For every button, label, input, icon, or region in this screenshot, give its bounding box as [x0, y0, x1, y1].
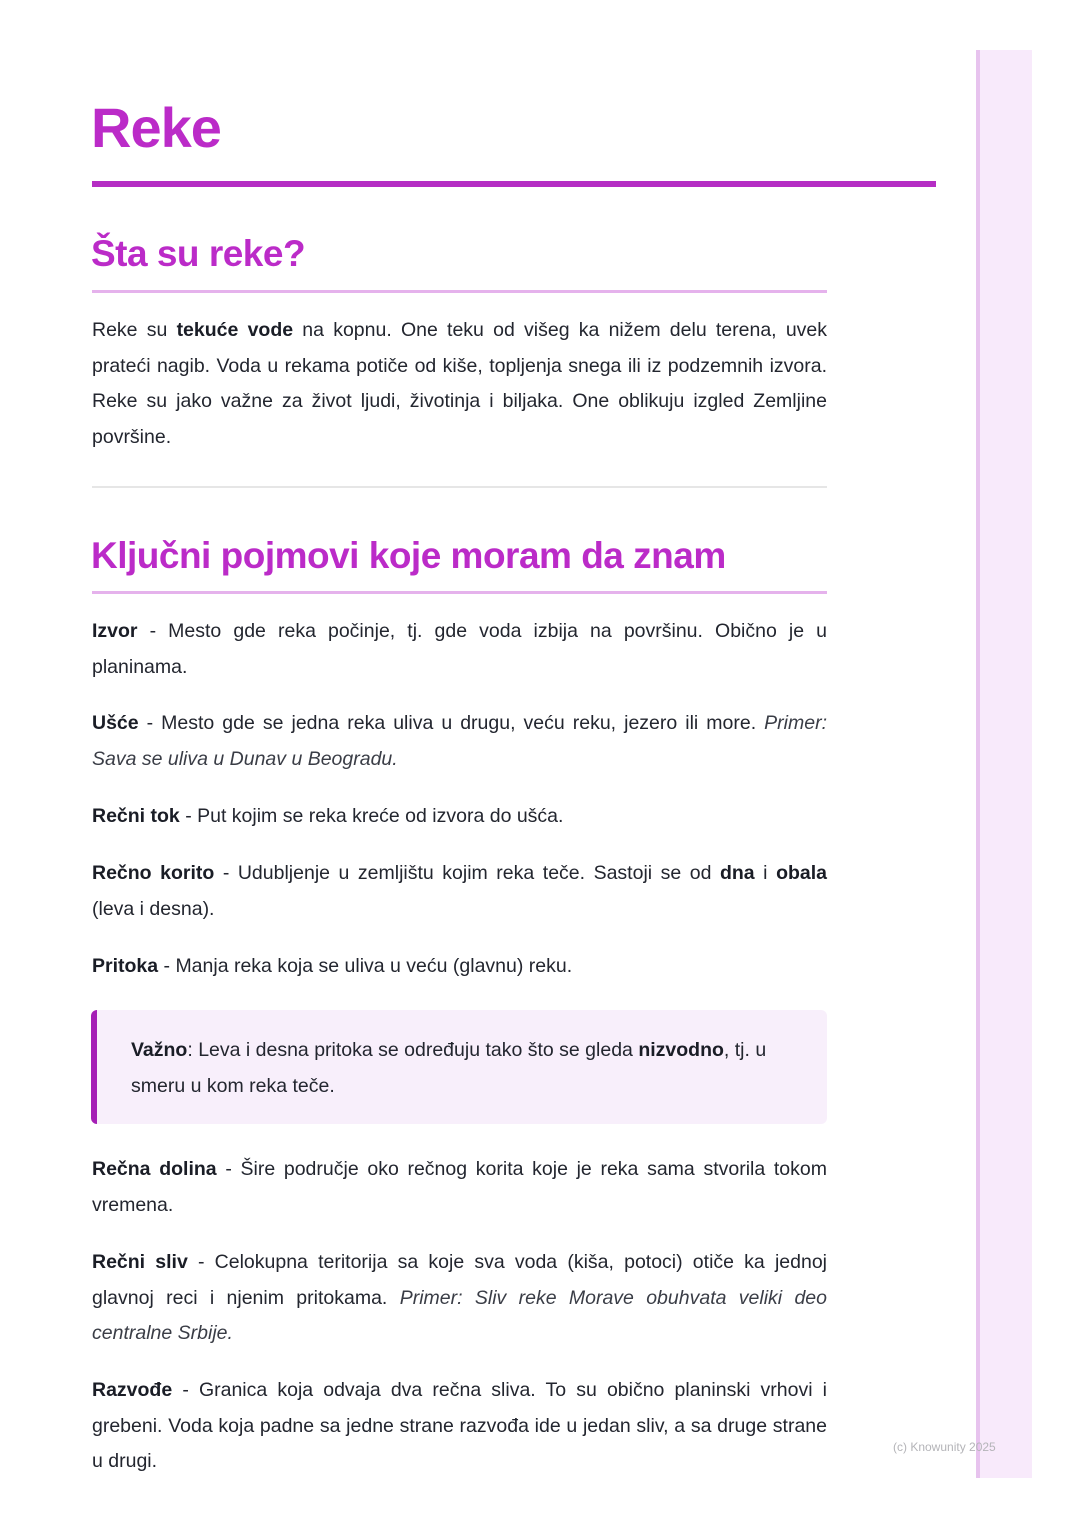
term-name: Ušće: [92, 712, 139, 734]
term-razvodje: [92, 1373, 827, 1480]
term-definition: - Mesto gde reka počinje, tj. gde voda izbija na površinu. Obično je u planinama.: [92, 620, 827, 678]
term-example: Primer: Sliv reke Morave obuhvata veliki deo centralne Srbije.: [92, 1286, 827, 1344]
term-definition: - Celokupna teritorija sa koje sva voda (kiša, potoci) otiče ka jednoj glavnoj reci i njenim pritokama.: [92, 1251, 827, 1309]
term-name: Rečna dolina: [92, 1158, 217, 1180]
term-recno-korito: [92, 856, 827, 927]
intro-paragraph: [92, 313, 827, 455]
term-definition: - Manja reka koja se uliva u veću (glavnu) reku.: [158, 955, 573, 977]
term-bold-dna: dna: [719, 862, 755, 884]
term-definition: i: [754, 862, 777, 884]
page-title: Reke: [91, 96, 221, 159]
callout-body: : Leva i desna pritoka se određuju tako što se gleda: [187, 1039, 639, 1061]
term-recni-sliv: [92, 1245, 827, 1352]
term-definition: - Put kojim se reka kreće od izvora do ušća.: [179, 805, 564, 827]
term-definition: - Udubljenje u zemljištu kojim reka teče. Sastoji se od: [214, 862, 720, 884]
term-name: Rečni tok: [92, 805, 180, 827]
term-definition: - Mesto gde se jedna reka uliva u drugu, veću reku, jezero ili more.: [138, 712, 765, 734]
intro-bold-term: tekuće vode: [176, 319, 294, 341]
term-name: Rečno korito: [92, 862, 215, 884]
term-usce: [92, 706, 827, 777]
term-definition: - Šire područje oko rečnog korita koje je reka sama stvorila tokom vremena.: [92, 1158, 827, 1216]
section-heading-underline: [92, 591, 827, 594]
callout-body: , tj. u smeru u kom reka teče.: [131, 1039, 767, 1097]
title-divider: [92, 181, 936, 187]
intro-text-rest: na kopnu. One teku od višeg ka nižem delu terena, uvek prateći nagib. Voda u rekama potiče od kiše, topljenja snega ili iz podzemnih izvora. Reke su jako važne za život ljudi, životinja i biljaka. One oblikuju izgled Zemljine površine.: [92, 319, 828, 448]
section-separator: [92, 486, 827, 488]
term-name: Razvođe: [92, 1379, 173, 1401]
term-name: Pritoka: [92, 955, 159, 977]
copyright-footer: (c) Knowunity 2025: [893, 1440, 996, 1454]
term-example: Primer: Sava se uliva u Dunav u Beogradu.: [92, 712, 827, 770]
section-heading-key-terms: Ključni pojmovi koje moram da znam: [91, 535, 726, 576]
term-definition: (leva i desna).: [92, 897, 215, 920]
term-bold-obala: obala: [776, 862, 827, 884]
term-recni-tok: [92, 799, 827, 835]
important-callout: [91, 1010, 827, 1124]
term-name: Izvor: [92, 620, 138, 642]
callout-label: Važno: [131, 1039, 188, 1061]
intro-text: Reke su: [92, 319, 177, 341]
section-heading-underline: [92, 290, 827, 293]
callout-text: [131, 1033, 795, 1104]
callout-bold-term: nizvodno: [638, 1039, 724, 1061]
term-recna-dolina: [92, 1152, 827, 1223]
term-pritoka: [92, 949, 827, 985]
term-name: Rečni sliv: [92, 1251, 188, 1273]
page-side-strip: [976, 50, 1032, 1478]
term-izvor: [92, 614, 827, 685]
section-heading-what-are-rivers: Šta su reke?: [91, 233, 306, 274]
term-definition: - Granica koja odvaja dva rečna sliva. To su obično planinski vrhovi i grebeni. Voda koja padne sa jedne strane razvođa ide u jedan sliv, a sa druge strane u drugi.: [92, 1379, 827, 1472]
